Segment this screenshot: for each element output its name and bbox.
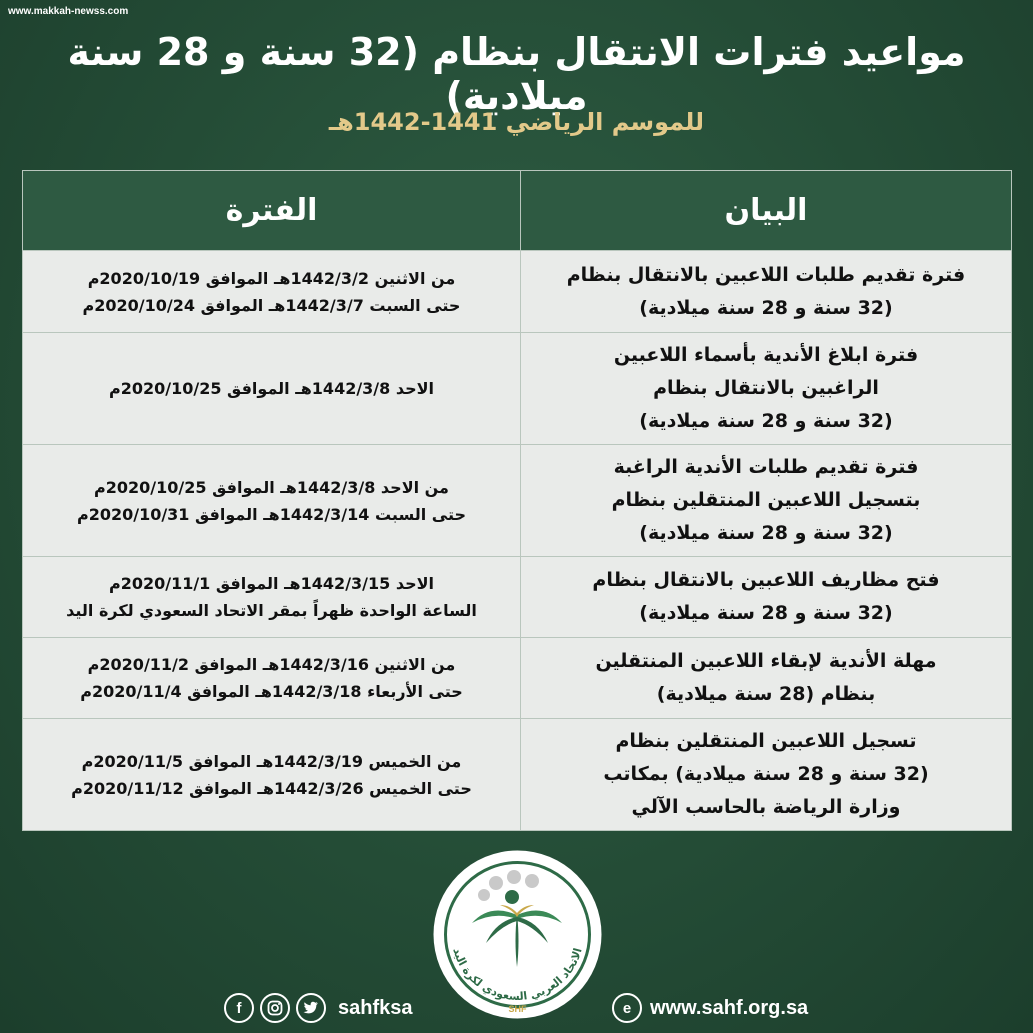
ball-dot	[507, 870, 521, 884]
period-line: الاحد 1442/3/15هـ الموافق 2020/11/1م	[108, 574, 435, 593]
table-row	[23, 445, 1012, 557]
row-period	[23, 719, 521, 831]
period-line: من الاحد 1442/3/8هـ الموافق 2020/10/25م	[94, 477, 449, 497]
period-line: حتى الخميس 1442/3/26هـ الموافق 2020/11/12م	[71, 778, 472, 798]
row-description	[521, 557, 1012, 638]
table-row	[23, 719, 1012, 831]
description-line: (32 سنة و 28 سنة ميلادية)	[639, 410, 893, 432]
globe-icon: e	[612, 993, 642, 1023]
ball-dot	[478, 889, 490, 901]
row-period	[23, 251, 521, 333]
page-title: مواعيد فترات الانتقال بنظام (32 سنة و 28 سنة ميلادية)	[67, 30, 966, 118]
description-line: تسجيل اللاعبين المنتقلين بنظام	[615, 730, 917, 752]
description-line: (32 سنة و 28 سنة ميلادية)	[639, 296, 893, 319]
ball-dot	[525, 874, 539, 888]
logo-arc-text: الاتحاد العربي السعودي لكرة اليد	[450, 946, 585, 1004]
row-description	[521, 719, 1012, 831]
website-url[interactable]: www.sahf.org.sa	[650, 996, 809, 1019]
logo-abbr: SHF	[508, 1004, 527, 1014]
social-links	[224, 993, 413, 1023]
row-period	[23, 638, 521, 719]
description-line: فتح مظاريف اللاعبين بالانتقال بنظام	[592, 569, 940, 591]
description-line: (32 سنة و 28 سنة ميلادية) بمكاتب	[603, 763, 929, 785]
twitter-icon[interactable]	[296, 993, 326, 1023]
description-line: فترة تقديم طلبات الأندية الراغبة	[613, 456, 919, 478]
period-line: من الاثنين 1442/3/2هـ الموافق 2020/10/19م	[87, 268, 456, 288]
table-row	[23, 333, 1012, 445]
website-link[interactable]	[612, 993, 808, 1023]
period-line: من الخميس 1442/3/19هـ الموافق 2020/11/5م	[81, 751, 462, 771]
row-period	[23, 333, 521, 445]
period-line: حتى السبت 1442/3/14هـ الموافق 2020/10/31م	[76, 504, 467, 524]
description-line: بتسجيل اللاعبين المنتقلين بنظام	[611, 489, 921, 511]
table-row	[23, 557, 1012, 638]
header-period: الفترة	[23, 171, 521, 251]
period-line: حتى السبت 1442/3/7هـ الموافق 2020/10/24م	[82, 295, 461, 315]
description-line: وزارة الرياضة بالحاسب الآلي	[631, 796, 901, 818]
table-row	[23, 251, 1012, 333]
row-period	[23, 445, 521, 557]
description-line: (32 سنة و 28 سنة ميلادية)	[639, 522, 893, 544]
description-line: الراغبين بالانتقال بنظام	[653, 377, 879, 399]
header-description: البيان	[521, 171, 1012, 251]
row-description	[521, 333, 1012, 445]
period-line: الساعة الواحدة ظهراً بمقر الاتحاد السعودي لكرة اليد	[66, 601, 477, 620]
instagram-icon[interactable]	[260, 993, 290, 1023]
schedule-table	[22, 170, 1012, 831]
period-line: من الاثنين 1442/3/16هـ الموافق 2020/11/2م	[87, 655, 456, 674]
row-description	[521, 251, 1012, 333]
facebook-icon[interactable]: f	[224, 993, 254, 1023]
period-line: حتى الأربعاء 1442/3/18هـ الموافق 2020/11/4م	[80, 682, 463, 701]
table-header-row	[23, 171, 1012, 251]
description-line: فترة تقديم طلبات اللاعبين بالانتقال بنظام	[566, 263, 966, 286]
source-watermark: www.makkah-newss.com	[8, 6, 129, 17]
description-line: مهلة الأندية لإبقاء اللاعبين المنتقلين	[595, 650, 937, 672]
ball-dot	[489, 876, 503, 890]
ball-dot	[505, 890, 519, 904]
season-subtitle: للموسم الرياضي 1441-1442هـ	[328, 108, 705, 136]
description-line: (32 سنة و 28 سنة ميلادية)	[639, 602, 893, 624]
table-row	[23, 638, 1012, 719]
federation-logo	[430, 847, 605, 1022]
row-description	[521, 638, 1012, 719]
row-period	[23, 557, 521, 638]
description-line: بنظام (28 سنة ميلادية)	[656, 683, 876, 705]
social-handle[interactable]: sahfksa	[338, 996, 413, 1019]
description-line: فترة ابلاغ الأندية بأسماء اللاعبين	[613, 344, 919, 366]
period-line: الاحد 1442/3/8هـ الموافق 2020/10/25م	[108, 379, 435, 398]
row-description	[521, 445, 1012, 557]
